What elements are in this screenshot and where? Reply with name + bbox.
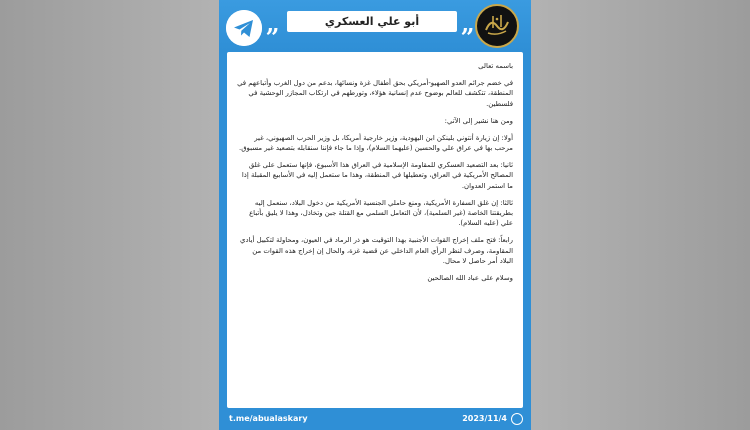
statement-paragraph-intro: في خضم جرائم العدو الصهيو-أمريكي بحق أطفال غزة ونسائها، بدعم من دول الغرب وأتباعهم في المنطقة، تتكشف للعالم بوضوح عدم إنسانية هؤلاء، وتورطهم في ارتكاب المجازر الوحشية في فلسطين. xyxy=(237,78,513,108)
statement-point-fourth: رابعاً: فتح ملف إخراج القوات الأجنبية بهذا التوقيت هو ذر الرماد في العيون، ومحاولة لتكبيل أيادي المقاومة، وصرف لنظر الرأي العام الداخلي عن قضية غزة، والحال إن إخراج هذه القوات من البلاد أمر حاصل لا محال. xyxy=(240,236,513,266)
telegram-plane-icon xyxy=(226,10,262,46)
statement-paragraph-lead: ومن هنا نشير إلى الآتي: xyxy=(444,116,513,125)
statement-closing: وسلام على عباد الله الصالحين xyxy=(427,274,513,282)
telegram-icon xyxy=(226,10,262,46)
statement-point-second: ثانيا: بعد التصعيد العسكري للمقاومة الإسلامية في العراق هذا الأسبوع، فإنها ستعمل على غلق المصالح الأمريكية في العراق، وتعطيلها في المنطقة، وهذا ما ستعمل إليه في الأسابيع المقبلة إذا ما استمر العدوان. xyxy=(241,160,513,190)
card-header xyxy=(219,0,531,50)
statement-card xyxy=(219,0,531,430)
statement-opening: باسمه تعالى xyxy=(478,62,513,70)
quote-mark-left: „ xyxy=(266,9,280,38)
telegram-channel-link[interactable]: t.me/abualaskary xyxy=(229,414,308,423)
statement-point-third: ثالثا: إن غلق السفارة الأمريكية، ومنع حاملي الجنسية الأمريكية من دخول البلاد، سنعمل إليه بطريقتنا الخاصة (غير السلمية)، لأن التعامل السلمي مع القتلة جبن وتخاذل، وهذا لا يليق بأتباع علي (عليه السلام). xyxy=(249,198,513,228)
author-name: أبو علي العسكري xyxy=(324,15,420,28)
card-footer xyxy=(219,410,531,430)
statement-date: 2023/11/4 xyxy=(462,414,507,423)
calligraphy-emblem-icon xyxy=(475,4,519,48)
emblem-calligraphy-icon xyxy=(477,6,517,46)
seal-icon xyxy=(511,413,523,425)
quote-mark-right: „ xyxy=(461,9,475,38)
author-name-badge xyxy=(287,11,457,32)
statement-paper xyxy=(227,52,523,408)
statement-point-first: أولا: إن زيارة أنتوني بلينكن ابن اليهودية، وزير خارجية أمريكا، بل وزير الحرب الصهيوني، غير مرحب بها في عراق علي والحسين (عليهما السلام)، وإذا ما جاء فإننا سنقابله بتصعيد غير مسبوق. xyxy=(239,133,513,152)
